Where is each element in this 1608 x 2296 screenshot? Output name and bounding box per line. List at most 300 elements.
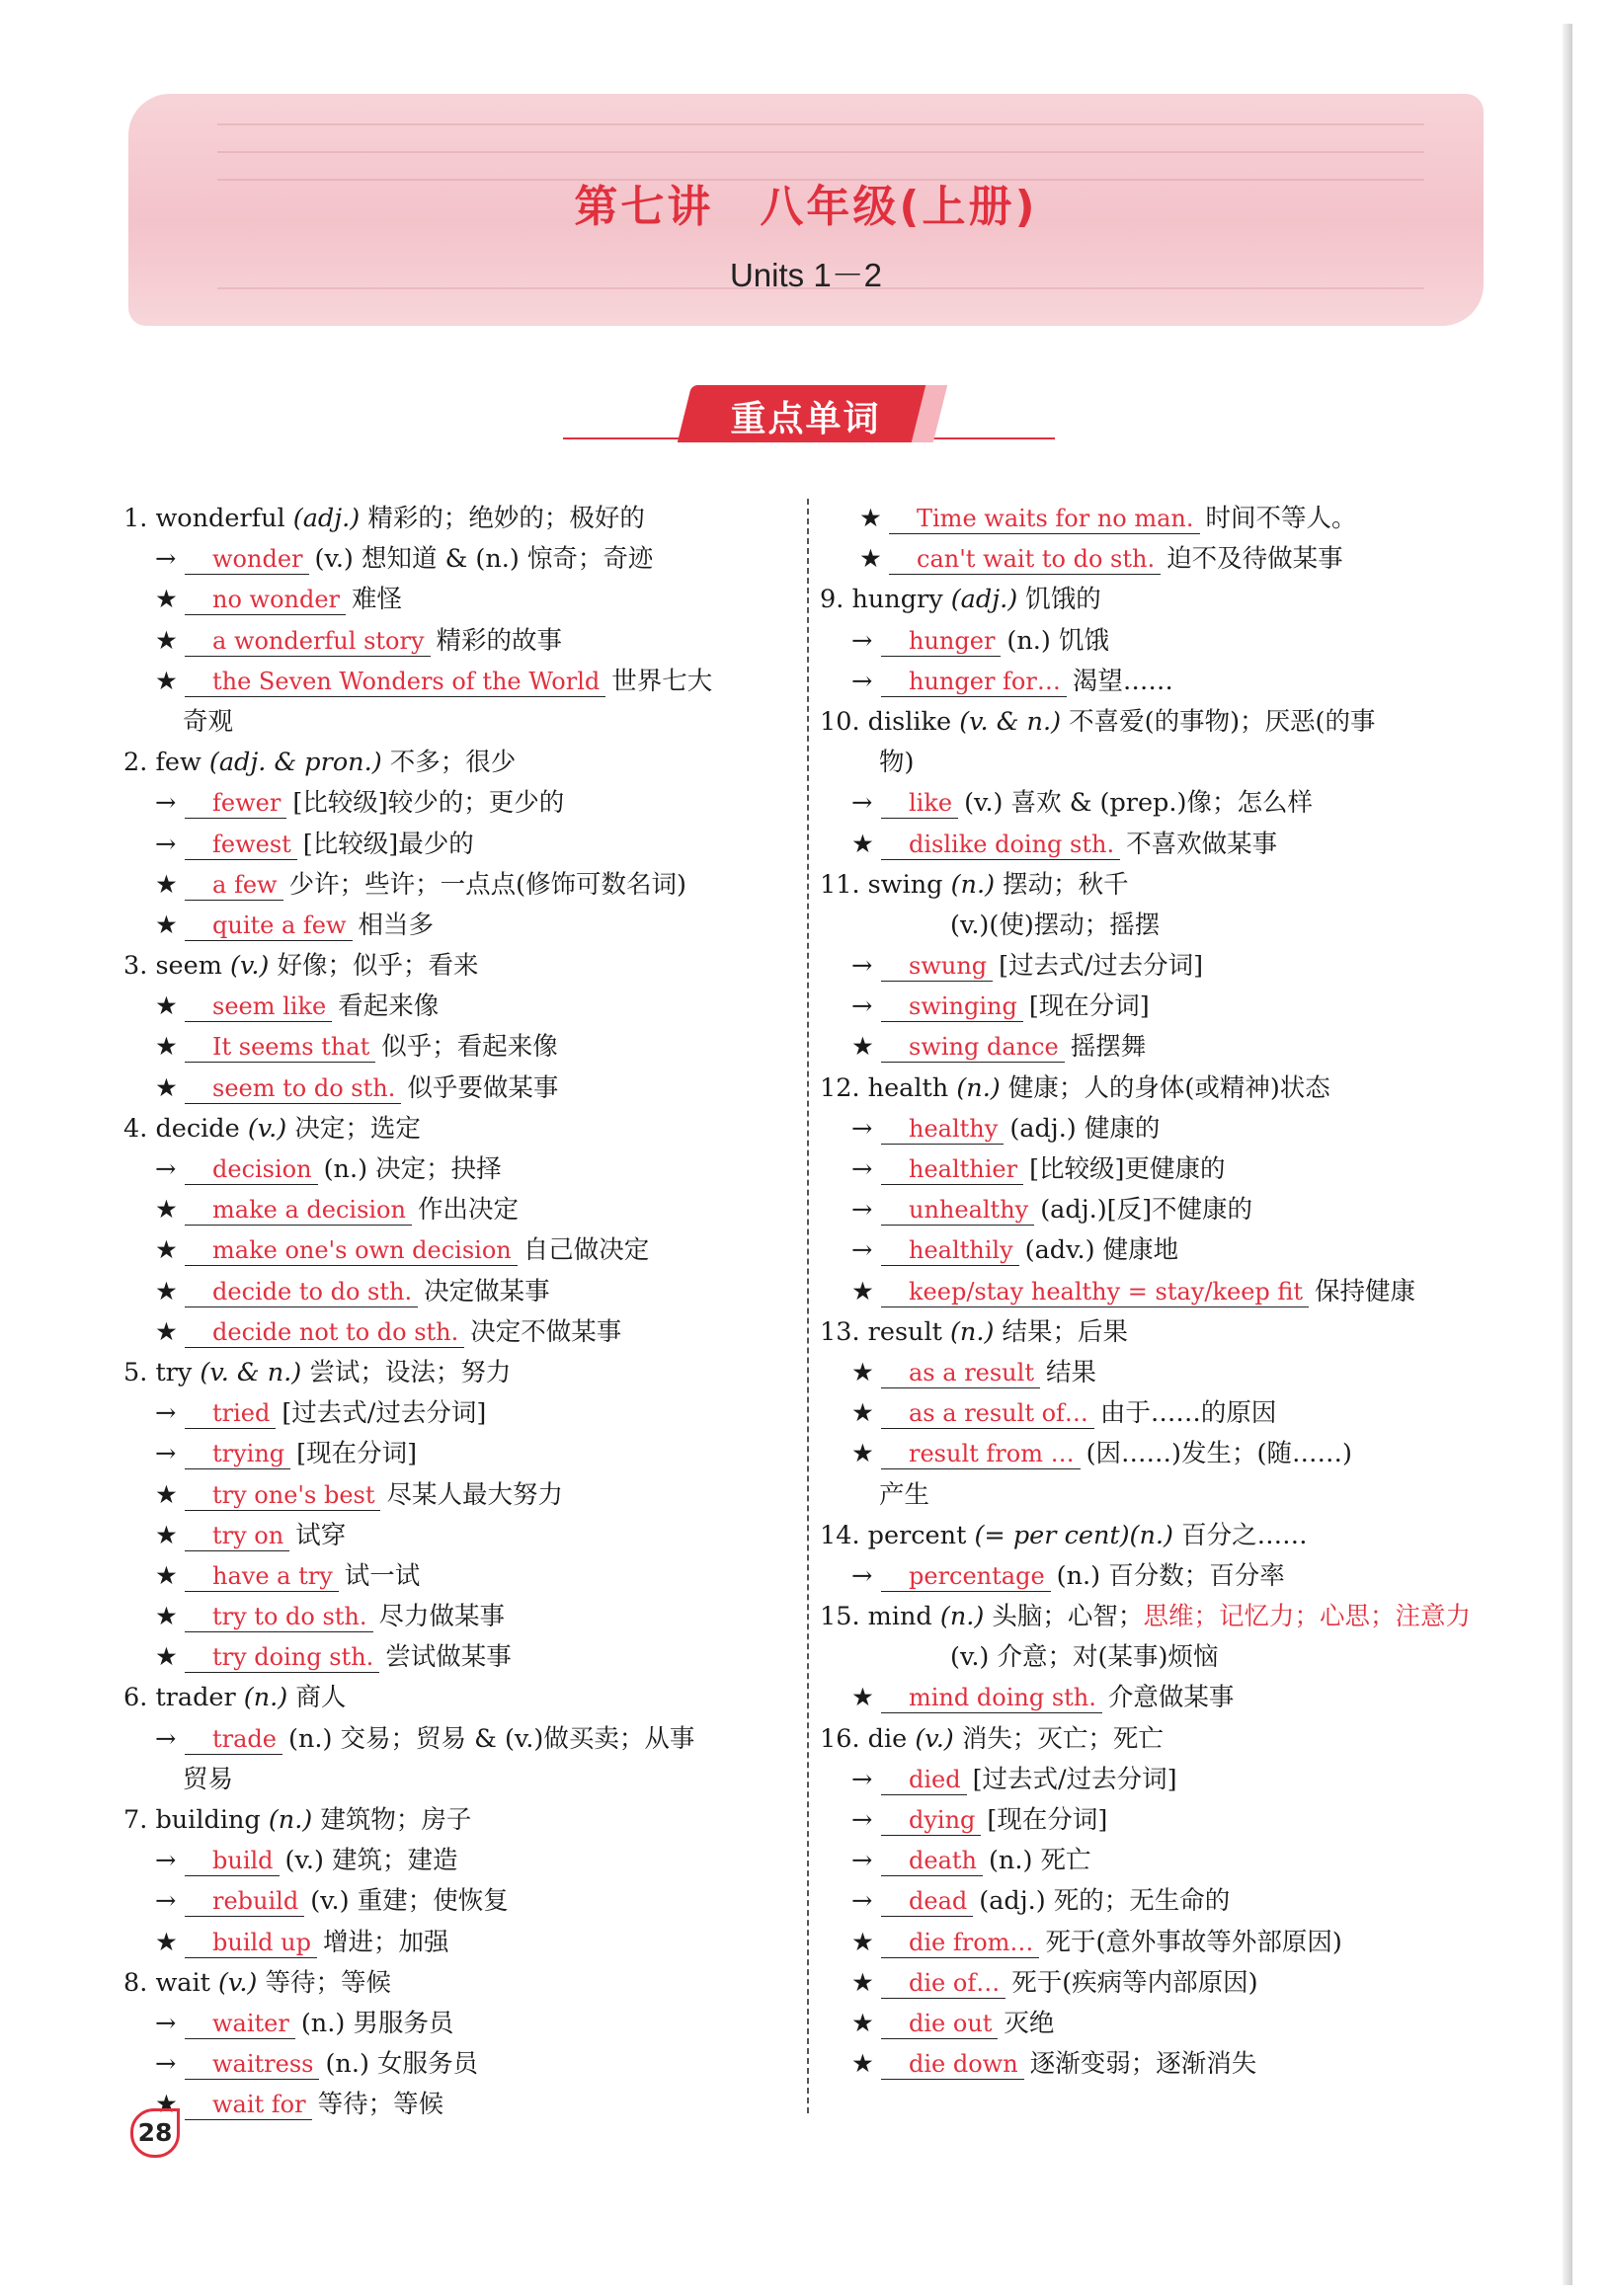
sub-entry-meaning: 保持健康 <box>1315 1276 1416 1306</box>
sub-entry-meaning: 渴望…… <box>1072 666 1173 696</box>
answer-blank: make one's own decision <box>185 1235 518 1266</box>
entry-number: 15. <box>820 1602 868 1632</box>
headword-meaning: 不喜爱(的事物)；厌恶(的事 <box>1069 706 1376 737</box>
continuation-meaning: (v.) 介意；对(某事)烦恼 <box>950 1642 1219 1673</box>
sub-entry-meaning: 结果 <box>1045 1357 1096 1387</box>
headword: wait <box>155 1967 218 1998</box>
vocab-sub-entry <box>123 2044 795 2085</box>
answer-blank: hunger for… <box>881 667 1067 697</box>
sub-entry-meaning: 由于……的原因 <box>1099 1398 1277 1429</box>
arrow-icon: → <box>851 1805 873 1835</box>
answer-blank: trade <box>185 1724 282 1755</box>
star-icon: ★ <box>155 1195 178 1226</box>
answer-blank: keep/stay healthy = stay/keep fit <box>881 1277 1309 1307</box>
answer-blank: trying <box>185 1439 290 1469</box>
answer-blank: fewer <box>185 788 286 819</box>
headword-meaning: 百分之…… <box>1181 1520 1308 1550</box>
arrow-icon: → <box>155 1439 177 1469</box>
entry-number: 9. <box>820 585 852 615</box>
entry-number: 2. <box>123 748 156 778</box>
vocab-sub-entry <box>123 1272 795 1312</box>
entry-number: 11. <box>820 869 868 900</box>
star-icon: ★ <box>155 910 178 940</box>
vocab-sub-entry <box>123 825 795 865</box>
vocab-headword <box>820 1719 1501 1760</box>
answer-blank: dead <box>881 1886 973 1917</box>
sub-entry-meaning: 相当多 <box>358 910 435 940</box>
entry-number: 13. <box>820 1316 868 1347</box>
sub-entry-meaning: (v.) 重建；使恢复 <box>310 1886 509 1917</box>
answer-blank: healthier <box>881 1154 1023 1185</box>
sub-entry-meaning: (v.) 想知道 & (n.) 惊奇；奇迹 <box>314 544 654 575</box>
headword: die <box>867 1723 916 1754</box>
star-icon: ★ <box>155 991 178 1022</box>
vocab-sub-entry <box>820 783 1501 824</box>
sub-entry-meaning: (n.) 男服务员 <box>300 2008 454 2038</box>
answer-blank: healthily <box>881 1235 1019 1266</box>
answer-blank: as a result <box>881 1358 1040 1388</box>
vocab-sub-entry <box>820 1800 1501 1841</box>
answer-blank: unhealthy <box>881 1195 1034 1226</box>
answer-blank: swung <box>881 951 993 982</box>
answer-blank: percentage <box>881 1561 1051 1592</box>
continuation-text <box>820 1637 1501 1678</box>
vocab-sub-entry <box>820 1149 1501 1190</box>
sub-entry-meaning: 试穿 <box>295 1520 347 1550</box>
star-icon: ★ <box>155 1479 178 1510</box>
sub-entry-meaning: 尽某人最大努力 <box>386 1479 563 1510</box>
sub-entry-meaning: 死于(意外事故等外部原因) <box>1045 1927 1342 1957</box>
vocab-sub-entry <box>123 1556 795 1597</box>
vocab-headword <box>820 580 1501 620</box>
entry-number: 8. <box>123 1967 156 1998</box>
vocab-headword <box>820 865 1501 906</box>
part-of-speech: (v.) <box>217 1967 266 1998</box>
answer-blank: build <box>185 1846 280 1876</box>
star-icon: ★ <box>155 1602 178 1632</box>
arrow-icon: → <box>155 544 177 575</box>
column-divider <box>807 499 809 2113</box>
headword: percent <box>867 1520 975 1550</box>
arrow-icon: → <box>155 1846 177 1876</box>
answer-blank: as a result of… <box>881 1398 1094 1429</box>
sub-entry-meaning: 作出决定 <box>417 1195 519 1226</box>
sub-entry-meaning: (n.) 百分数；百分率 <box>1056 1560 1285 1591</box>
entry-number: 16. <box>820 1723 868 1754</box>
continuation-text <box>820 743 1501 783</box>
part-of-speech: (n.) <box>939 1602 993 1632</box>
sub-entry-meaning: [现在分词] <box>296 1439 418 1469</box>
sub-entry-meaning: (adj.) 死的；无生命的 <box>979 1886 1231 1917</box>
arrow-icon: → <box>851 1195 873 1226</box>
star-icon: ★ <box>155 1235 178 1266</box>
vocab-headword <box>123 946 795 987</box>
vocab-headword <box>820 1516 1501 1556</box>
arrow-icon: → <box>155 2008 177 2038</box>
sub-entry-meaning: [比较级]较少的；更少的 <box>292 788 565 819</box>
arrow-icon: → <box>851 1560 873 1591</box>
sub-entry-meaning: [过去式/过去分词] <box>281 1398 487 1429</box>
answer-blank: rebuild <box>185 1886 304 1917</box>
sub-entry-meaning: (n.) 决定；抉择 <box>323 1154 502 1184</box>
units-subtitle: Units 1－2 <box>729 257 883 293</box>
vocab-headword <box>820 1597 1501 1637</box>
sub-entry-meaning: 时间不等人。 <box>1205 504 1357 533</box>
sub-entry-meaning: (n.) 饥饿 <box>1006 625 1109 656</box>
star-icon: ★ <box>851 1439 874 1469</box>
vocab-sub-entry <box>820 499 1501 539</box>
entry-number: 7. <box>123 1805 156 1835</box>
headword: seem <box>155 951 230 982</box>
vocab-headword <box>123 1678 795 1718</box>
headword-meaning: 健康；人的身体(或精神)状态 <box>1007 1072 1330 1103</box>
answer-blank: healthy <box>881 1114 1004 1145</box>
vocab-sub-entry <box>820 1760 1501 1800</box>
vocab-sub-entry <box>820 1881 1501 1922</box>
continuation-text <box>820 1475 1501 1516</box>
headword: decide <box>155 1113 248 1144</box>
part-of-speech: (v. & n.) <box>200 1357 310 1387</box>
vocab-sub-entry <box>123 1597 795 1637</box>
part-of-speech: (adj. & pron.) <box>208 748 390 778</box>
sub-entry-meaning: 尽力做某事 <box>378 1602 506 1632</box>
answer-blank: have a try <box>185 1561 339 1592</box>
vocab-sub-entry <box>123 1434 795 1474</box>
vocab-sub-entry <box>820 1678 1501 1718</box>
vocab-sub-entry <box>820 539 1501 580</box>
sub-entry-meaning: (n.) 女服务员 <box>325 2049 479 2080</box>
vocab-headword <box>123 1109 795 1149</box>
vocab-sub-entry <box>123 1027 795 1068</box>
part-of-speech: (= per cent)(n.) <box>974 1520 1182 1550</box>
star-icon: ★ <box>851 1398 874 1429</box>
vocab-sub-entry <box>820 1027 1501 1068</box>
sub-entry-meaning: 介意做某事 <box>1107 1683 1235 1713</box>
vocab-sub-entry <box>820 1434 1501 1474</box>
page-number: 28 <box>130 2108 180 2158</box>
arrow-icon: → <box>851 1154 873 1184</box>
answer-blank: tried <box>185 1398 276 1429</box>
star-icon: ★ <box>155 869 178 900</box>
answer-blank: swing dance <box>881 1032 1065 1063</box>
answer-blank: die down <box>881 2049 1024 2080</box>
star-icon: ★ <box>851 2008 874 2038</box>
vocab-sub-entry <box>123 1475 795 1516</box>
part-of-speech: (adj.) <box>292 504 368 533</box>
vocab-column-left <box>123 499 795 2126</box>
sub-entry-meaning: [过去式/过去分词] <box>999 951 1204 982</box>
answer-blank: Time waits for no man. <box>889 504 1200 534</box>
arrow-icon: → <box>851 625 873 656</box>
headword: trader <box>155 1683 244 1713</box>
vocab-sub-entry <box>123 1230 795 1271</box>
answer-blank: mind doing sth. <box>881 1683 1102 1713</box>
sub-entry-meaning: [比较级]更健康的 <box>1029 1154 1226 1184</box>
headword-meaning: 好像；似乎；看来 <box>277 951 479 982</box>
arrow-icon: → <box>155 1398 177 1429</box>
vocab-sub-entry <box>123 539 795 580</box>
answer-blank: die from… <box>881 1928 1039 1958</box>
entry-number: 5. <box>123 1357 156 1387</box>
answer-blank: hunger <box>881 626 1001 657</box>
vocab-sub-entry <box>123 1516 795 1556</box>
vocab-sub-entry <box>820 825 1501 865</box>
vocab-sub-entry <box>123 1069 795 1109</box>
sub-entry-meaning: 尝试做某事 <box>385 1642 512 1673</box>
star-icon: ★ <box>155 1032 178 1063</box>
answer-blank: waitress <box>185 2049 319 2080</box>
headword-meaning: 尝试；设法；努力 <box>309 1357 512 1387</box>
continuation-text <box>123 702 795 743</box>
arrow-icon: → <box>155 1723 177 1754</box>
entry-number: 1. <box>123 504 156 533</box>
answer-blank: seem like <box>185 991 332 1022</box>
entry-number: 10. <box>820 706 868 737</box>
sub-entry-meaning: (n.) 死亡 <box>988 1846 1091 1876</box>
vocab-sub-entry <box>820 2044 1501 2085</box>
vocab-sub-entry <box>820 2004 1501 2044</box>
answer-blank: wait for <box>185 2090 312 2120</box>
vocab-sub-entry <box>123 1719 795 1760</box>
sub-entry-meaning: 看起来像 <box>338 991 440 1022</box>
answer-blank: waiter <box>185 2009 295 2039</box>
headword: wonderful <box>155 504 293 533</box>
star-icon: ★ <box>155 2090 178 2120</box>
vocab-sub-entry <box>820 1923 1501 1963</box>
arrow-icon: → <box>851 1113 873 1144</box>
continuation-meaning: 奇观 <box>183 706 234 737</box>
vocab-sub-entry <box>123 783 795 824</box>
sub-entry-meaning: (adj.) 健康的 <box>1009 1113 1161 1144</box>
sub-entry-meaning: 似乎要做某事 <box>407 1072 559 1103</box>
vocab-sub-entry <box>123 1312 795 1353</box>
vocab-sub-entry <box>820 1190 1501 1230</box>
vocab-sub-entry <box>820 1393 1501 1434</box>
sub-entry-meaning: [现在分词] <box>1028 991 1150 1022</box>
star-icon: ★ <box>851 1276 874 1306</box>
headword: swing <box>867 869 951 900</box>
answer-blank: no wonder <box>185 585 346 615</box>
part-of-speech: (v.) <box>247 1113 295 1144</box>
vocab-sub-entry <box>820 621 1501 662</box>
headword-meaning: 等待；等候 <box>265 1967 391 1998</box>
section-title: 重点单词 <box>730 399 881 439</box>
headword-meaning: 饥饿的 <box>1025 585 1101 615</box>
sub-entry-meaning: (adv.) 健康地 <box>1024 1235 1179 1266</box>
vocab-headword <box>820 1069 1501 1109</box>
part-of-speech: (n.) <box>268 1805 321 1835</box>
answer-blank: result from … <box>881 1439 1081 1469</box>
star-icon: ★ <box>155 1276 178 1306</box>
vocab-sub-entry <box>123 1841 795 1881</box>
vocab-headword <box>123 1963 795 2004</box>
sub-entry-meaning: 试一试 <box>344 1560 421 1591</box>
vocab-sub-entry <box>123 2085 795 2125</box>
lecture-banner <box>128 94 1484 326</box>
headword-meaning: 建筑物；房子 <box>320 1805 472 1835</box>
vocab-headword <box>820 1312 1501 1353</box>
entry-number: 14. <box>820 1520 868 1550</box>
vocab-headword <box>123 1353 795 1393</box>
sub-entry-meaning: 似乎；看起来像 <box>381 1032 558 1063</box>
answer-blank: dying <box>881 1805 981 1836</box>
continuation-meaning: (v.)(使)摆动；摇摆 <box>950 910 1161 940</box>
answer-blank: a wonderful story <box>185 626 431 657</box>
star-icon: ★ <box>851 1357 874 1387</box>
star-icon: ★ <box>851 1967 874 1998</box>
arrow-icon: → <box>155 1154 177 1184</box>
vocab-headword <box>123 743 795 783</box>
sub-entry-meaning: 精彩的故事 <box>436 625 563 656</box>
answer-blank: fewest <box>185 830 297 860</box>
vocab-sub-entry <box>123 1393 795 1434</box>
arrow-icon: → <box>851 788 873 819</box>
part-of-speech: (n.) <box>956 1072 1008 1103</box>
sub-entry-meaning: 等待；等候 <box>317 2090 444 2120</box>
vocab-sub-entry <box>820 1230 1501 1271</box>
headword: few <box>155 748 209 778</box>
answer-blank: died <box>881 1765 967 1795</box>
vocab-sub-entry <box>820 1556 1501 1597</box>
sub-entry-meaning: 世界七大 <box>611 666 713 696</box>
vocab-headword <box>820 702 1501 743</box>
part-of-speech: (n.) <box>243 1683 296 1713</box>
star-icon: ★ <box>859 504 882 533</box>
arrow-icon: → <box>155 788 177 819</box>
sub-entry-meaning: (v.) 建筑；建造 <box>284 1846 458 1876</box>
answer-blank: make a decision <box>185 1195 412 1226</box>
entry-number: 4. <box>123 1113 156 1144</box>
vocab-headword <box>123 499 795 539</box>
sub-entry-meaning: [比较级]最少的 <box>302 829 474 859</box>
arrow-icon: → <box>155 1886 177 1917</box>
star-icon: ★ <box>851 1032 874 1063</box>
vocab-sub-entry <box>123 865 795 906</box>
answer-blank: It seems that <box>185 1032 375 1063</box>
sub-entry-meaning: 自己做决定 <box>523 1235 650 1266</box>
vocab-sub-entry <box>123 1149 795 1190</box>
arrow-icon: → <box>155 829 177 859</box>
headword-meaning: 摆动；秋千 <box>1003 869 1129 900</box>
arrow-icon: → <box>851 1235 873 1266</box>
continuation-meaning: 物) <box>879 748 915 778</box>
sub-entry-meaning: (v.) 喜欢 & (prep.)像；怎么样 <box>964 788 1313 819</box>
lecture-title: 第七讲 八年级(上册) <box>574 182 1038 232</box>
vocab-sub-entry <box>123 662 795 702</box>
headword-meaning: 决定；选定 <box>294 1113 421 1144</box>
answer-blank: decide to do sth. <box>185 1277 418 1307</box>
part-of-speech: (v. & n.) <box>959 706 1070 737</box>
vocab-sub-entry <box>820 1841 1501 1881</box>
vocab-sub-entry <box>820 662 1501 702</box>
answer-blank: dislike doing sth. <box>881 830 1120 860</box>
headword: mind <box>867 1602 940 1632</box>
part-of-speech: (v.) <box>915 1723 962 1754</box>
star-icon: ★ <box>851 829 874 859</box>
headword: result <box>867 1316 950 1347</box>
headword-meaning: 不多；很少 <box>389 748 517 778</box>
headword: try <box>155 1357 201 1387</box>
vocab-sub-entry <box>123 621 795 662</box>
entry-number: 6. <box>123 1683 156 1713</box>
answer-blank: try one's best <box>185 1480 380 1511</box>
answer-blank: like <box>881 788 958 819</box>
continuation-meaning: 产生 <box>879 1479 930 1510</box>
star-icon: ★ <box>851 1683 874 1713</box>
star-icon: ★ <box>851 1927 874 1957</box>
answer-blank: swinging <box>881 991 1023 1022</box>
sub-entry-meaning: (因……)发生；(随……) <box>1085 1439 1352 1469</box>
star-icon: ★ <box>859 544 882 575</box>
sub-entry-meaning: 决定做某事 <box>424 1276 550 1306</box>
sub-entry-meaning: 逐渐变弱；逐渐消失 <box>1029 2049 1257 2080</box>
answer-blank: try to do sth. <box>185 1602 373 1632</box>
star-icon: ★ <box>155 625 178 656</box>
vocab-sub-entry <box>820 946 1501 987</box>
star-icon: ★ <box>155 1072 178 1103</box>
part-of-speech: (n.) <box>949 1316 1003 1347</box>
star-icon: ★ <box>155 1316 178 1347</box>
star-icon: ★ <box>155 1560 178 1591</box>
part-of-speech: (adj.) <box>950 585 1026 615</box>
answer-blank: die out <box>881 2009 998 2039</box>
answer-blank: can't wait to do sth. <box>889 544 1161 575</box>
vocab-sub-entry <box>123 1637 795 1678</box>
answer-blank: the Seven Wonders of the World <box>185 667 605 697</box>
sub-entry-meaning: 增进；加强 <box>322 1927 449 1957</box>
sub-entry-meaning: 灭绝 <box>1004 2008 1055 2038</box>
vocab-sub-entry <box>123 1881 795 1922</box>
arrow-icon: → <box>851 1846 873 1876</box>
answer-blank: quite a few <box>185 910 353 941</box>
vocab-sub-entry <box>123 906 795 946</box>
headword-meaning: 头脑；心智； <box>992 1602 1144 1632</box>
part-of-speech: (v.) <box>230 951 278 982</box>
answer-blank: wonder <box>185 544 309 575</box>
arrow-icon: → <box>851 991 873 1022</box>
sub-entry-meaning: 迫不及待做某事 <box>1166 544 1343 575</box>
vocab-sub-entry <box>123 1923 795 1963</box>
sub-entry-meaning: 死于(疾病等内部原因) <box>1011 1967 1258 1998</box>
headword: health <box>867 1072 957 1103</box>
headword-meaning: 结果；后果 <box>1002 1316 1129 1347</box>
star-icon: ★ <box>851 2049 874 2080</box>
star-icon: ★ <box>155 666 178 696</box>
sub-entry-meaning: [过去式/过去分词] <box>972 1764 1177 1794</box>
answer-blank: die of… <box>881 1968 1005 1999</box>
vocab-sub-entry <box>820 1109 1501 1149</box>
vocab-sub-entry <box>820 1963 1501 2004</box>
star-icon: ★ <box>155 1927 178 1957</box>
headword: hungry <box>851 585 951 615</box>
vocab-sub-entry <box>123 987 795 1027</box>
answer-blank: build up <box>185 1928 317 1958</box>
answer-blank: seem to do sth. <box>185 1073 401 1104</box>
continuation-text <box>820 906 1501 946</box>
arrow-icon: → <box>155 2049 177 2080</box>
entry-number: 12. <box>820 1072 868 1103</box>
answer-blank: a few <box>185 870 283 901</box>
arrow-icon: → <box>851 1886 873 1917</box>
headword-meaning-highlight: 思维；记忆力；心思；注意力 <box>1143 1602 1471 1632</box>
sub-entry-meaning: 决定不做某事 <box>470 1316 622 1347</box>
vocab-sub-entry <box>820 987 1501 1027</box>
answer-blank: death <box>881 1846 983 1876</box>
vocab-sub-entry <box>820 1353 1501 1393</box>
star-icon: ★ <box>155 1520 178 1550</box>
vocab-sub-entry <box>123 580 795 620</box>
headword: dislike <box>867 706 960 737</box>
